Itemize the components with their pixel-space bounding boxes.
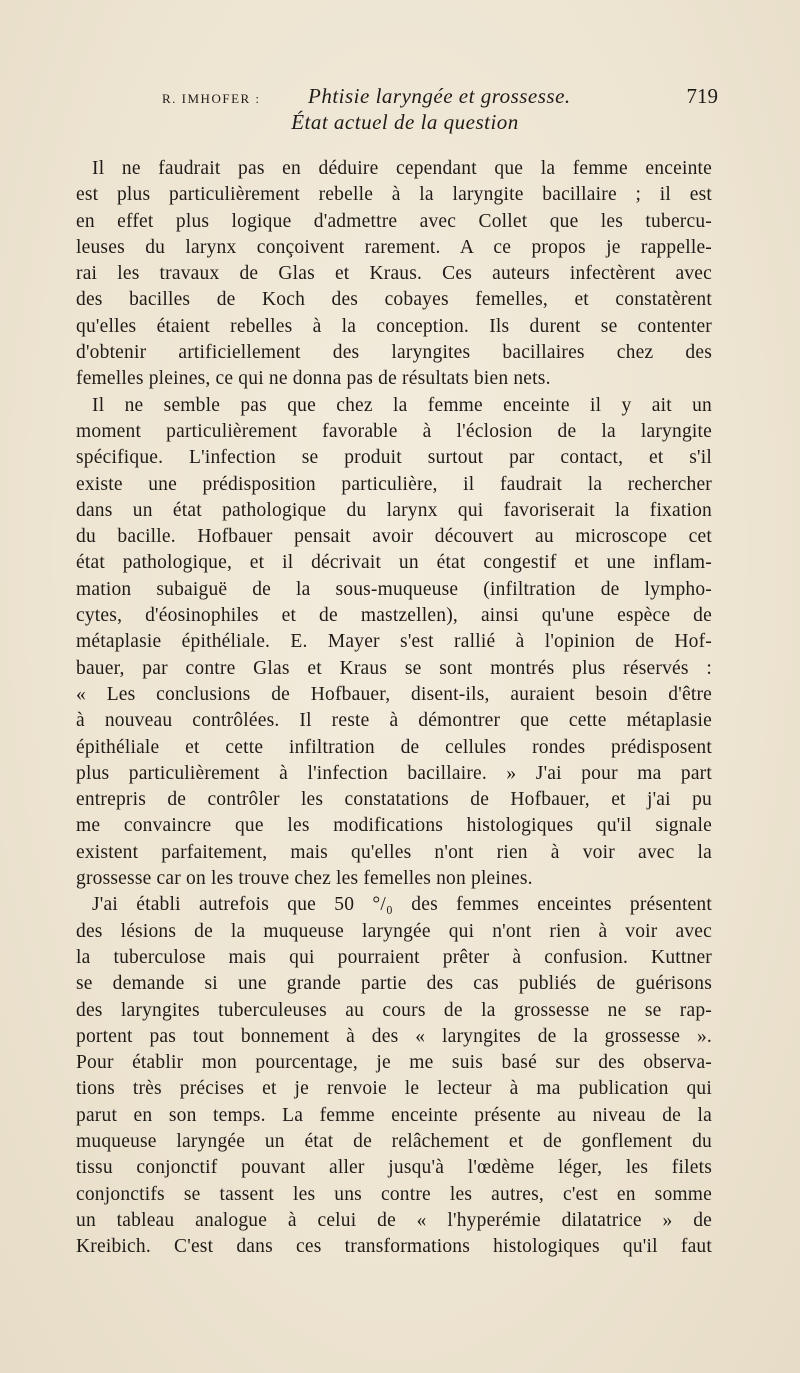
text-line: spécifique. L'infection se produit surtout par contact, et s'il [76, 447, 712, 469]
text-line: du bacille. Hofbauer pensait avoir découvert au microscope cet [76, 526, 712, 548]
text-line: conjonctifs se tassent les uns contre les autres, c'est en somme [76, 1183, 712, 1205]
text-line: existe une prédisposition particulière, il faudrait la rechercher [76, 473, 712, 495]
text-line: des lésions de la muqueuse laryngée qui n'ont rien à voir avec [76, 920, 712, 942]
text-line: entrepris de contrôler les constatations de Hofbauer, et j'ai pu [76, 789, 712, 811]
text-line: des bacilles de Koch des cobayes femelles, et constatèrent [76, 289, 712, 311]
text-line: bauer, par contre Glas et Kraus se sont montrés plus réservés : [76, 657, 712, 679]
text-line: leuses du larynx conçoivent rarement. A ce propos je rappelle- [76, 236, 712, 258]
header-author: R. IMHOFER : [162, 91, 261, 106]
text-line: à nouveau contrôlées. Il reste à démontrer que cette métaplasie [76, 710, 712, 732]
text-line: tissu conjonctif pouvant aller jusqu'à l'œdème léger, les filets [76, 1157, 712, 1179]
text-line: me convaincre que les modifications histologiques qu'il signale [76, 815, 712, 837]
text-line: qu'elles étaient rebelles à la conception. Ils durent se contenter [76, 315, 712, 337]
text-line: mation subaiguë de la sous-muqueuse (infiltration de lympho- [76, 578, 712, 600]
text-line: tions très précises et je renvoie le lecteur à ma publication qui [76, 1078, 712, 1100]
text-line: Kreibich. C'est dans ces transformations histologiques qu'il faut [76, 1236, 712, 1258]
text-line: des laryngites tuberculeuses au cours de la grossesse ne se rap- [76, 999, 712, 1021]
text-line: se demande si une grande partie des cas publiés de guérisons [76, 973, 712, 995]
text-line: portent pas tout bonnement à des « laryngites de la grossesse ». [76, 1025, 712, 1047]
header-subtitle: État actuel de la question [291, 110, 519, 134]
body-text [76, 156, 712, 1260]
text-line: la tuberculose mais qui pourraient prêter à confusion. Kuttner [76, 946, 712, 968]
text-line: parut en son temps. La femme enceinte présente au niveau de la [76, 1104, 712, 1126]
text-line: Il ne faudrait pas en déduire cependant que la femme enceinte [92, 158, 712, 179]
text-line: J'ai établi autrefois que 50 °/₀ des femmes enceintes présentent [92, 894, 712, 916]
text-line: métaplasie épithéliale. E. Mayer s'est rallié à l'opinion de Hof- [76, 631, 712, 653]
text-line: « Les conclusions de Hofbauer, disent-ils, auraient besoin d'être [76, 683, 712, 705]
text-line: état pathologique, et il décrivait un état congestif et une inflam- [76, 552, 712, 574]
text-line: d'obtenir artificiellement des laryngites bacillaires chez des [76, 342, 712, 364]
text-line: moment particulièrement favorable à l'éclosion de la laryngite [76, 420, 712, 442]
text-line: rai les travaux de Glas et Kraus. Ces auteurs infectèrent avec [76, 263, 712, 285]
text-line: existent parfaitement, mais qu'elles n'ont rien à voir avec la [76, 841, 712, 863]
text-line: Pour établir mon pourcentage, je me suis basé sur des observa- [76, 1052, 712, 1074]
page-number: 719 [686, 84, 718, 108]
header-title: Phtisie laryngée et grossesse. [308, 84, 571, 108]
text-line: plus particulièrement à l'infection bacillaire. » J'ai pour ma part [76, 762, 712, 784]
text-line: dans un état pathologique du larynx qui favoriserait la fixation [76, 499, 712, 521]
text-line: muqueuse laryngée un état de relâchement et de gonflement du [76, 1130, 712, 1152]
text-line: femelles pleines, ce qui ne donna pas de résultats bien nets. [76, 368, 551, 390]
text-line: un tableau analogue à celui de « l'hyperémie dilatatrice » de [76, 1209, 712, 1231]
text-line: en effet plus logique d'admettre avec Collet que les tubercu- [76, 210, 712, 232]
text-line: grossesse car on les trouve chez les femelles non pleines. [76, 868, 533, 890]
text-line: cytes, d'éosinophiles et de mastzellen), ainsi qu'une espèce de [76, 605, 712, 627]
text-line: épithéliale et cette infiltration de cellules rondes prédisposent [76, 736, 712, 758]
text-line: est plus particulièrement rebelle à la laryngite bacillaire ; il est [76, 184, 712, 206]
text-line: Il ne semble pas que chez la femme enceinte il y ait un [92, 394, 712, 416]
